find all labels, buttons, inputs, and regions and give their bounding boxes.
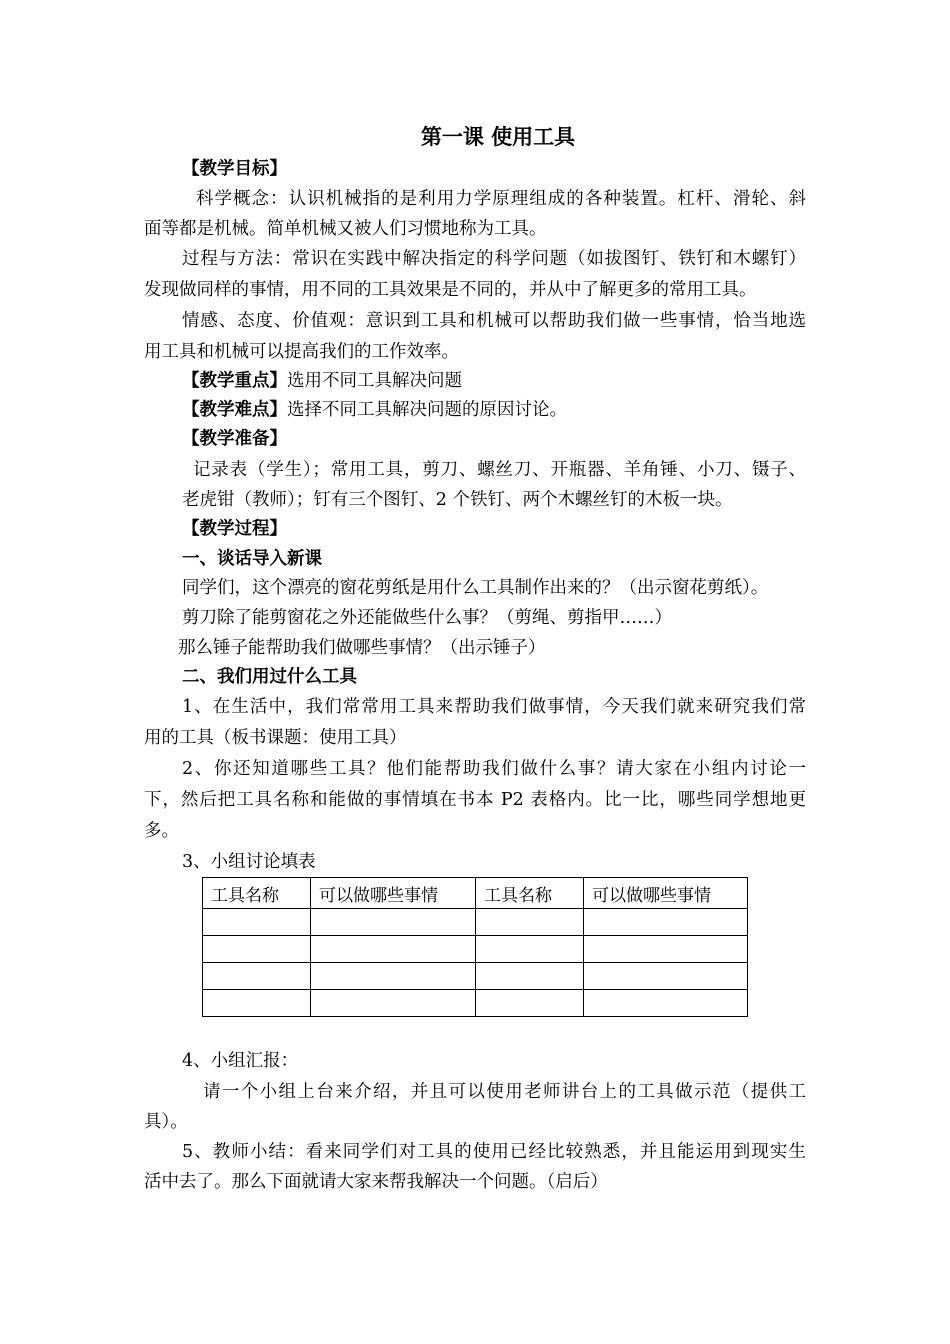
table-header-cell: 工具名称 [203, 878, 311, 909]
section-2-para-4: 4、小组汇报： [182, 1051, 299, 1071]
lesson-title: 第一课 使用工具 [420, 124, 576, 149]
difficulty-label: 【教学难点】 [182, 400, 287, 420]
section-1-line-3: 那么锤子能帮助我们做哪些事情？（出示锤子） [178, 638, 546, 658]
key-point-label: 【教学重点】 [182, 371, 287, 391]
section-2-para-1-line-1: 1、在生活中，我们常常用工具来帮助我们做事情，今天我们就来研究我们常 [182, 697, 806, 717]
section-2-para-5-line-2: 活中去了。那么下面就请大家来帮我解决一个问题。（启后） [144, 1172, 608, 1192]
table-cell [476, 909, 584, 936]
science-concept-line-2: 面等都是机械。简单机械又被人们习惯地称为工具。 [144, 219, 547, 239]
table-cell [203, 909, 311, 936]
section-2-para-5-line-1: 5、教师小结：看来同学们对工具的使用已经比较熟悉，并且能运用到现实生 [182, 1142, 806, 1162]
table-cell [203, 990, 311, 1017]
section-2-para-4-body-line-1: 请一个小组上台来介绍，并且可以使用老师讲台上的工具做示范（提供工 [203, 1082, 806, 1102]
difficulty-text: 选择不同工具解决问题的原因讨论。 [287, 400, 567, 420]
section-2-para-2-line-3: 多。 [144, 821, 179, 841]
objectives-heading: 【教学目标】 [182, 159, 287, 179]
table-cell [203, 963, 311, 990]
section-2-para-3: 3、小组讨论填表 [182, 852, 316, 872]
preparation-line-1: 记录表（学生）；常用工具，剪刀、螺丝刀、开瓶器、羊角锤、小刀、镊子、 [193, 460, 806, 480]
section-2-para-2-line-2: 下，然后把工具名称和能做的事情填在书本 P2 表格内。比一比，哪些同学想地更 [144, 790, 806, 810]
table-cell [476, 936, 584, 963]
process-method-line-1: 过程与方法：常识在实践中解决指定的科学问题（如拔图钉、铁钉和木螺钉） [182, 249, 806, 269]
section-1-line-2: 剪刀除了能剪窗花之外还能做些什么事？（剪绳、剪指甲……） [182, 608, 672, 628]
science-concept-line-1: 科学概念：认识机械指的是利用力学原理组成的各种装置。杠杆、滑轮、斜 [196, 189, 806, 209]
process-heading: 【教学过程】 [182, 519, 287, 539]
table-cell [311, 963, 476, 990]
table-row [203, 963, 748, 990]
table-header-cell: 工具名称 [476, 878, 584, 909]
table-cell [311, 936, 476, 963]
preparation-heading: 【教学准备】 [182, 429, 287, 449]
difficulty [182, 399, 567, 421]
table-cell [311, 909, 476, 936]
table-cell [584, 909, 748, 936]
section-1-heading: 一、谈话导入新课 [182, 549, 322, 569]
table-cell [584, 963, 748, 990]
table-cell [584, 936, 748, 963]
table-header-row [203, 878, 748, 909]
preparation-line-2: 老虎钳（教师）；钉有三个图钉、2 个铁钉、两个木螺丝钉的木板一块。 [182, 490, 733, 510]
table-cell [476, 963, 584, 990]
key-point-text: 选用不同工具解决问题 [287, 371, 462, 391]
section-2-para-2-line-1: 2、你还知道哪些工具？他们能帮助我们做什么事？请大家在小组内讨论一 [182, 759, 806, 779]
emotion-attitude-line-2: 用工具和机械可以提高我们的工作效率。 [144, 342, 459, 362]
table-row [203, 936, 748, 963]
section-2-para-1-line-2: 用的工具（板书课题：使用工具） [144, 728, 407, 748]
section-1-line-1: 同学们，这个漂亮的窗花剪纸是用什么工具制作出来的？（出示窗花剪纸）。 [182, 578, 769, 598]
table-row [203, 909, 748, 936]
key-point [182, 370, 462, 392]
table-cell [311, 990, 476, 1017]
process-method-line-2: 发现做同样的事情，用不同的工具效果是不同的，并从中了解更多的常用工具。 [144, 280, 757, 300]
table-cell [584, 990, 748, 1017]
emotion-attitude-line-1: 情感、态度、价值观：意识到工具和机械可以帮助我们做一些事情，恰当地选 [182, 311, 806, 331]
section-2-heading: 二、我们用过什么工具 [182, 667, 357, 687]
table-cell [203, 936, 311, 963]
discussion-table [202, 877, 748, 1017]
table-header-cell: 可以做哪些事情 [311, 878, 476, 909]
section-2-para-4-body-line-2: 具）。 [144, 1112, 188, 1132]
table-row [203, 990, 748, 1017]
table-cell [476, 990, 584, 1017]
table-header-cell: 可以做哪些事情 [584, 878, 748, 909]
